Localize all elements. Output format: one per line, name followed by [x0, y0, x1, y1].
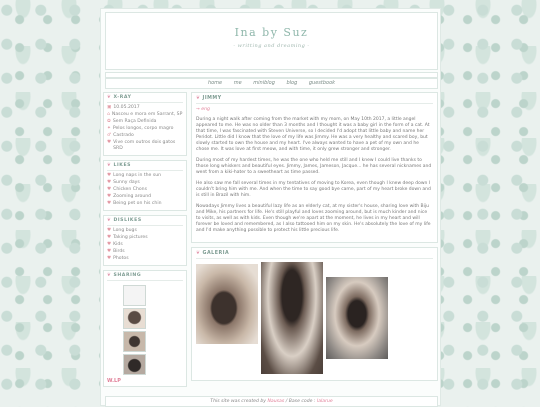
site-header [105, 12, 438, 70]
base-code-link[interactable]: lalarue [316, 399, 333, 404]
xray-item: ♥ Vive com outros dois gatos SRD [107, 140, 176, 151]
dislike-item: ♥ Photos [107, 256, 129, 261]
calendar-icon: ▣ [107, 105, 112, 110]
gallery-heading: ❦ GALERIA [196, 251, 433, 259]
bow-icon: ❦ [107, 218, 112, 223]
bow-icon: ❦ [107, 273, 112, 278]
bio-paragraph: During most of my hardest times, he was the one who held me still and I knew I could live thanks to those long whiskers and beautiful eyes. Jimmy, James, Jameson, Jacque... he has several nicknames and went from a kiki-hater to a sweetheart as time passed. [196, 158, 432, 175]
bio-box [191, 92, 438, 243]
house-icon: ⌂ [107, 112, 110, 117]
thumbnail-image[interactable] [123, 354, 146, 375]
like-item: ♥ Sunny days [107, 180, 140, 185]
site-title: Ina by Suz [234, 26, 309, 39]
xray-item: ▣ 10.05.2017 [107, 105, 140, 110]
thumbnail-image[interactable] [123, 285, 146, 306]
dislike-item: ♥ Taking pictures [107, 235, 148, 240]
bio-paragraph: Nowadays Jimmy lives a beautiful lazy life as an elderly cat, at my sister's house, sharing love with Biju and Mike, his partners for life. He's still playful and loves zooming around, but is much kinder and nice to visits, as well as with kids. Even though we're apart at the moment, he lives in my heart and will forever be loved and remembered, as I also tattooed him on my skin. He's absolutely the love of my life and I'd make anything possible to protect his little precious life. [196, 204, 431, 233]
thumbnail-image[interactable] [123, 308, 146, 329]
heart-icon: ♥ [107, 242, 112, 247]
gallery-photo[interactable] [326, 277, 388, 359]
heart-icon: ♥ [107, 140, 112, 145]
xray-heading: ❦ X-RAY [107, 95, 183, 103]
like-item: ♥ Zooming around [107, 194, 152, 199]
bio-paragraph: During a night walk after coming from the market with my mom, on May 10th 2017, a little angel appeared to me. He was no older than 3 months and I thought it was a baby girl in the form of a cat. At that time, I was fascinated with Steven Universe, so I decided I'd adopt that little baby and name her Peridot. Little did I know that the love of my life was Jimmy. He was a very healthy and scared boy, but slowly started to own the house and my heart. I've always wanted to have a pet of my own and he chose me. It was love at first meow, and with time, it only grew stronger and stronger. [196, 117, 430, 152]
sharing-box [103, 270, 187, 387]
gallery-box [191, 247, 438, 381]
heart-icon: ♥ [107, 180, 112, 185]
gallery-grid [196, 262, 433, 377]
likes-heading: ❦ LIKES [107, 163, 183, 171]
sharing-heading: ❦ SHARING [107, 273, 183, 281]
gallery-photo[interactable] [261, 262, 323, 374]
site-footer: This site was created by Nausas / Base code : lalarue [105, 396, 438, 407]
dislikes-box [103, 215, 187, 266]
author-link[interactable]: Nausas [267, 399, 285, 404]
heart-icon: ♥ [107, 201, 112, 206]
nav-me[interactable]: me [233, 80, 242, 86]
paw-icon: ✿ [107, 119, 111, 124]
thumbnail-image[interactable] [123, 331, 146, 352]
bow-icon: ❦ [196, 96, 201, 101]
sidebar [103, 92, 187, 391]
dislike-item: ♥ Long bugs [107, 228, 137, 233]
heart-icon: ♥ [107, 228, 112, 233]
nav-home[interactable]: home [207, 80, 223, 86]
like-item: ♥ Chicken Chons [107, 187, 147, 192]
heart-icon: ♥ [107, 173, 112, 178]
xray-item: ⌂ Nasceu e mora em Sarrant, SP [107, 112, 183, 117]
xray-item: ♂ Castrado [107, 133, 134, 138]
bow-icon: ❦ [107, 163, 112, 168]
heart-icon: ♥ [107, 256, 112, 261]
nav-guestbook[interactable]: guestbook [308, 80, 336, 86]
xray-item: ✦ Pelos longos, corpo magro [107, 126, 174, 131]
dislike-item: ♥ Birds [107, 249, 125, 254]
main-nav [105, 78, 438, 89]
language-link[interactable]: → eng [196, 107, 210, 112]
page-wrapper [101, 9, 440, 405]
nav-miniblog[interactable]: miniblog [253, 80, 275, 86]
main-content [191, 92, 438, 385]
male-icon: ♂ [107, 133, 112, 138]
bow-icon: ❦ [107, 95, 112, 100]
gallery-photo[interactable] [196, 264, 258, 344]
nav-blog[interactable]: blog [286, 80, 298, 86]
heart-icon: ♥ [107, 194, 112, 199]
like-item: ♥ Long naps in the sun [107, 173, 162, 178]
bio-paragraph: He also saw me fall several times in my tentatives of moving to Korea, even though I knew deep down I couldn't bring him with me. And when the time to say good bye came, part of my heart broke down and is still in Brazil with him. [196, 181, 431, 198]
like-item: ♥ Being pet on his chin [107, 201, 162, 206]
heart-icon: ♥ [107, 187, 112, 192]
heart-icon: ♥ [107, 249, 112, 254]
sharing-thumbnails [122, 284, 168, 376]
xray-item: ✿ Sem Raça Definida [107, 119, 157, 124]
site-subtitle: - writting and dreaming - [233, 43, 310, 49]
bow-icon: ❦ [196, 251, 201, 256]
likes-box [103, 160, 187, 211]
dislikes-heading: ❦ DISLIKES [107, 218, 183, 226]
bio-heading: ❦ JIMMY [196, 96, 433, 104]
dislike-item: ♥ Kids [107, 242, 123, 247]
heart-icon: ♥ [107, 235, 112, 240]
xray-box [103, 92, 187, 156]
fur-icon: ✦ [107, 126, 111, 131]
sharing-link[interactable]: W.LP [107, 378, 121, 384]
